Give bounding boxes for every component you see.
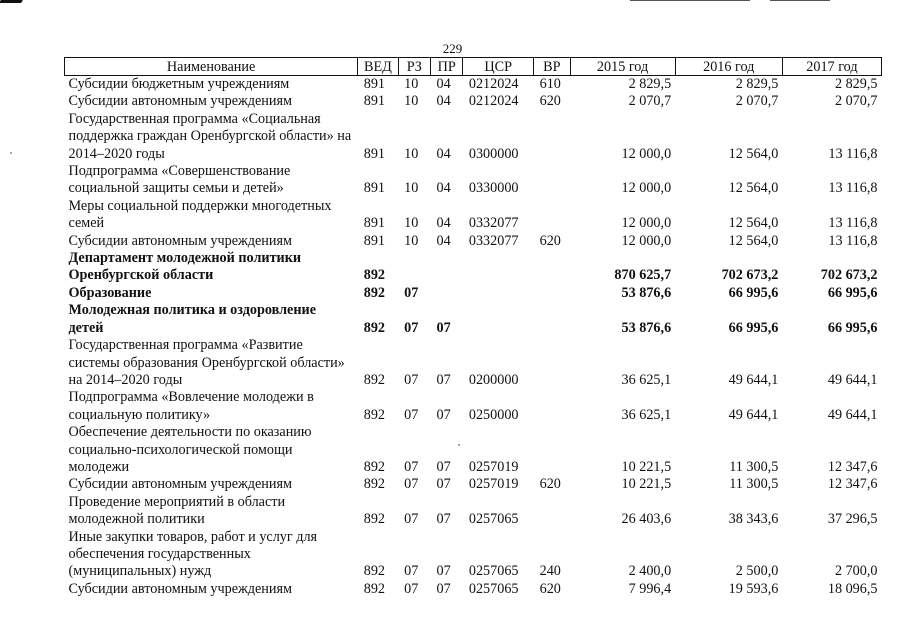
table-row <box>65 233 882 250</box>
row-ved: 892 <box>363 267 385 284</box>
column-header-pr: ПР <box>431 58 463 76</box>
row-vr: 240 <box>539 563 561 580</box>
row-value-2016: 702 673,2 <box>721 267 779 284</box>
row-value-2016: 49 644,1 <box>728 406 779 423</box>
row-ved: 892 <box>363 284 385 301</box>
row-rz: 07 <box>404 476 419 493</box>
row-value-2017: 2 829,5 <box>834 76 878 92</box>
row-value-2016: 12 564,0 <box>728 145 779 162</box>
row-pr: 07 <box>436 319 451 336</box>
table-row <box>65 285 882 302</box>
table-row <box>65 494 882 529</box>
row-name: Субсидии бюджетным учреждениям <box>68 76 290 92</box>
row-rz: 07 <box>404 319 419 336</box>
row-name: Иные закупки товаров, работ и услуг для обеспечения государственных (муниципальных) нужд <box>68 528 318 580</box>
row-value-2016: 12 564,0 <box>728 180 779 197</box>
row-value-2015: 12 000,0 <box>621 232 672 249</box>
row-value-2015: 7 996,4 <box>628 580 672 597</box>
row-value-2017: 49 644,1 <box>827 371 878 388</box>
row-rz: 07 <box>404 406 419 423</box>
row-value-2017: 66 995,6 <box>827 319 878 336</box>
row-csr: 0257065 <box>468 563 519 580</box>
row-pr: 07 <box>436 580 451 597</box>
row-pr <box>431 285 463 302</box>
row-rz: 10 <box>404 180 419 197</box>
table-row <box>65 337 882 389</box>
row-value-2015: 12 000,0 <box>621 180 672 197</box>
page-number: 229 <box>442 41 463 56</box>
row-rz: 10 <box>404 232 419 249</box>
row-vr: 620 <box>539 580 561 597</box>
row-pr: 04 <box>436 215 451 232</box>
row-ved: 892 <box>363 476 385 493</box>
row-value-2015: 53 876,6 <box>621 284 672 301</box>
row-value-2016: 2 500,0 <box>735 563 779 580</box>
row-value-2016: 12 564,0 <box>728 215 779 232</box>
row-name: Государственная программа «Развитие системы образования Оренбургской области» на 2014–2020 годы <box>68 337 345 388</box>
row-pr <box>431 250 463 285</box>
table-row <box>65 111 882 163</box>
table-row <box>65 529 882 581</box>
row-vr: 610 <box>539 76 561 92</box>
row-ved: 891 <box>363 145 385 162</box>
row-ved: 892 <box>363 511 385 528</box>
row-value-2017: 2 070,7 <box>834 93 878 110</box>
row-pr: 04 <box>436 145 451 162</box>
row-name: Субсидии автономным учреждениям <box>68 93 292 110</box>
row-csr: 0212024 <box>468 93 519 110</box>
row-csr <box>463 302 534 337</box>
row-value-2017: 13 116,8 <box>828 215 878 232</box>
row-csr <box>463 285 534 302</box>
row-ved: 892 <box>363 563 385 580</box>
row-rz: 10 <box>404 76 419 92</box>
table-row <box>65 250 882 285</box>
row-value-2015: 26 403,6 <box>621 511 672 528</box>
row-value-2015: 10 221,5 <box>621 458 672 475</box>
row-value-2017: 37 296,5 <box>827 511 878 528</box>
row-vr: 620 <box>539 232 561 249</box>
row-value-2016: 12 564,0 <box>728 232 779 249</box>
row-pr: 07 <box>436 371 451 388</box>
row-vr <box>534 337 570 389</box>
row-value-2015: 2 829,5 <box>628 76 672 92</box>
row-vr <box>534 389 570 424</box>
row-rz: 07 <box>404 371 419 388</box>
row-value-2016: 49 644,1 <box>728 371 779 388</box>
row-vr <box>534 494 570 529</box>
row-value-2017: 18 096,5 <box>827 580 878 597</box>
budget-table <box>64 57 882 598</box>
row-value-2015: 2 070,7 <box>628 93 672 110</box>
table-body <box>65 76 882 599</box>
row-vr <box>534 302 570 337</box>
row-value-2015: 870 625,7 <box>614 267 672 284</box>
table-header-row <box>65 58 882 76</box>
column-header-rz: РЗ <box>398 58 430 76</box>
row-vr: 620 <box>539 93 561 110</box>
row-name: Субсидии автономным учреждениям <box>68 476 292 493</box>
row-vr <box>534 111 570 163</box>
row-csr: 0257065 <box>468 511 519 528</box>
row-rz: 07 <box>404 458 419 475</box>
table-row <box>65 476 882 493</box>
row-value-2016: 66 995,6 <box>728 284 779 301</box>
row-csr <box>463 250 534 285</box>
row-csr: 0250000 <box>468 406 519 423</box>
scan-artifact <box>630 0 750 1</box>
row-vr <box>534 250 570 285</box>
row-ved: 892 <box>363 406 385 423</box>
column-header-ved: ВЕД <box>358 58 398 76</box>
row-csr: 0257065 <box>468 580 519 597</box>
row-vr <box>534 285 570 302</box>
row-value-2016: 11 300,5 <box>729 458 779 475</box>
table-row <box>65 76 882 94</box>
column-header-2017: 2017 год <box>782 58 881 76</box>
row-name: Образование <box>68 284 152 301</box>
row-pr: 04 <box>436 232 451 249</box>
row-csr: 0257019 <box>468 476 519 493</box>
row-name: Подпрограмма «Вовлечение молодежи в социальную политику» <box>68 389 314 423</box>
row-rz <box>398 250 430 285</box>
table-row <box>65 581 882 598</box>
row-value-2016: 2 070,7 <box>735 93 779 110</box>
row-name: Меры социальной поддержки многодетных семей <box>68 197 332 232</box>
row-name: Государственная программа «Социальная поддержка граждан Оренбургской области» на 2014–2020 годы <box>68 110 352 162</box>
row-name: Молодежная политика и оздоровление детей <box>68 302 317 336</box>
row-value-2015: 36 625,1 <box>621 406 672 423</box>
table-row <box>65 424 882 476</box>
scan-artifact <box>770 0 830 1</box>
column-header-2015: 2015 год <box>570 58 675 76</box>
row-value-2017: 2 700,0 <box>834 563 878 580</box>
row-csr: 0330000 <box>468 180 519 197</box>
row-pr: 07 <box>436 476 451 493</box>
row-vr <box>534 424 570 476</box>
row-rz: 07 <box>404 563 419 580</box>
row-pr: 04 <box>436 76 451 92</box>
row-value-2017: 702 673,2 <box>820 267 878 284</box>
row-value-2016: 11 300,5 <box>729 476 779 493</box>
row-vr: 620 <box>539 476 561 493</box>
row-vr <box>534 163 570 198</box>
row-pr: 07 <box>436 511 451 528</box>
row-value-2015: 36 625,1 <box>621 371 672 388</box>
row-rz: 07 <box>404 580 419 597</box>
row-rz: 10 <box>404 93 419 110</box>
row-value-2017: 13 116,8 <box>828 232 878 249</box>
table-row <box>65 198 882 233</box>
row-name: Проведение мероприятий в области молодежной политики <box>68 493 286 528</box>
row-name: Субсидии автономным учреждениям <box>68 580 292 597</box>
row-rz: 10 <box>404 215 419 232</box>
row-name: Подпрограмма «Совершенствование социальной защиты семьи и детей» <box>68 163 291 197</box>
row-value-2017: 13 116,8 <box>828 180 878 197</box>
row-rz: 10 <box>404 145 419 162</box>
row-pr: 07 <box>436 406 451 423</box>
column-header-name: Наименование <box>65 58 358 76</box>
row-vr <box>534 198 570 233</box>
row-value-2016: 2 829,5 <box>735 76 779 92</box>
scan-artifact <box>0 0 23 3</box>
row-csr: 0332077 <box>468 232 519 249</box>
row-name: Обеспечение деятельности по оказанию социально-психологической помощи молодежи <box>68 424 312 475</box>
table-row <box>65 93 882 110</box>
row-pr: 07 <box>436 563 451 580</box>
row-value-2017: 49 644,1 <box>827 406 878 423</box>
row-value-2017: 66 995,6 <box>827 284 878 301</box>
row-csr: 0300000 <box>468 145 519 162</box>
row-name: Субсидии автономным учреждениям <box>68 232 292 249</box>
row-value-2017: 12 347,6 <box>827 476 878 493</box>
row-ved: 892 <box>363 580 385 597</box>
row-ved: 891 <box>363 215 385 232</box>
row-csr: 0212024 <box>468 76 519 92</box>
row-value-2017: 13 116,8 <box>828 145 878 162</box>
table-row <box>65 389 882 424</box>
row-ved: 892 <box>363 371 385 388</box>
row-value-2015: 12 000,0 <box>621 145 672 162</box>
row-pr: 04 <box>436 93 451 110</box>
row-csr: 0332077 <box>468 215 519 232</box>
row-csr: 0200000 <box>468 371 519 388</box>
row-name: Департамент молодежной политики Оренбургской области <box>68 250 302 284</box>
row-rz: 07 <box>404 284 419 301</box>
row-value-2016: 66 995,6 <box>728 319 779 336</box>
row-csr: 0257019 <box>468 458 519 475</box>
row-ved: 891 <box>363 180 385 197</box>
row-ved: 891 <box>363 93 385 110</box>
row-ved: 891 <box>363 232 385 249</box>
row-rz: 07 <box>404 511 419 528</box>
row-value-2017: 12 347,6 <box>827 458 878 475</box>
table-row <box>65 302 882 337</box>
row-value-2015: 12 000,0 <box>621 215 672 232</box>
row-ved: 891 <box>363 76 385 92</box>
row-value-2016: 38 343,6 <box>728 511 779 528</box>
table-row <box>65 163 882 198</box>
row-value-2015: 53 876,6 <box>621 319 672 336</box>
row-value-2015: 2 400,0 <box>628 563 672 580</box>
row-ved: 892 <box>363 458 385 475</box>
row-ved: 892 <box>363 319 385 336</box>
row-value-2015: 10 221,5 <box>621 476 672 493</box>
column-header-csr: ЦСР <box>463 58 534 76</box>
column-header-vr: ВР <box>534 58 570 76</box>
scan-artifact <box>10 152 12 154</box>
row-pr: 07 <box>436 458 451 475</box>
column-header-2016: 2016 год <box>675 58 782 76</box>
row-value-2016: 19 593,6 <box>728 580 779 597</box>
row-pr: 04 <box>436 180 451 197</box>
